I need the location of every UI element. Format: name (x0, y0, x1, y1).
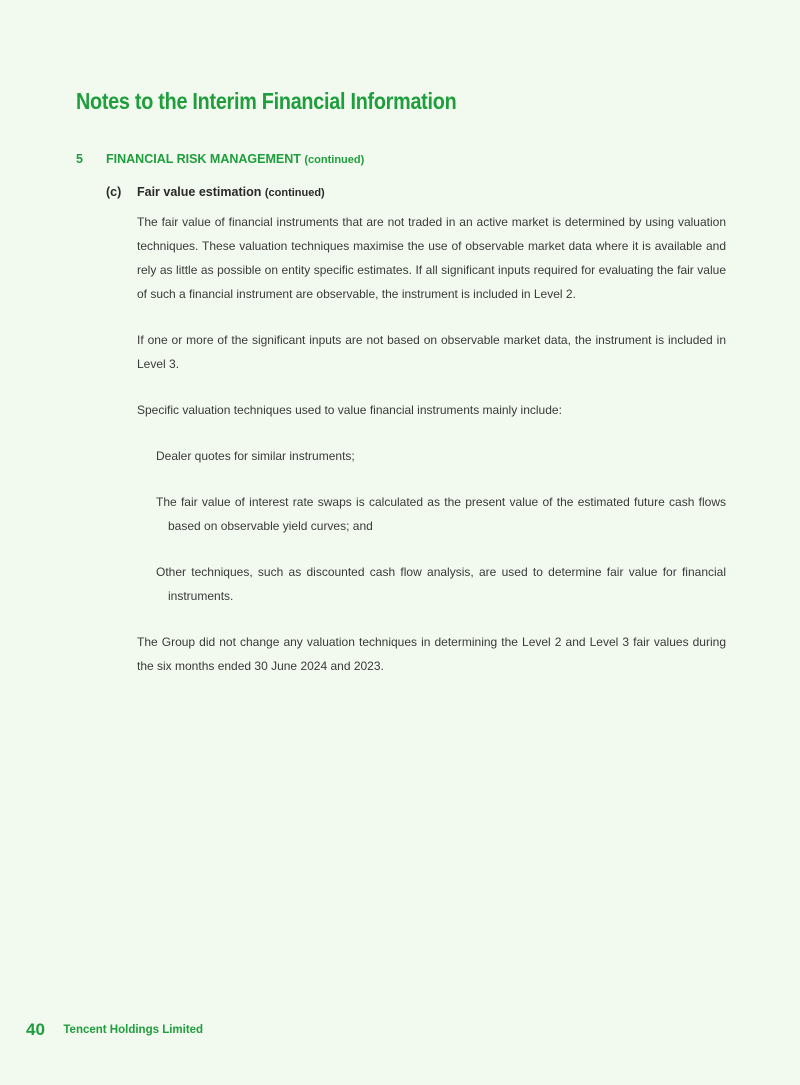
list-item: Dealer quotes for similar instruments; (156, 449, 355, 463)
list-item: Other techniques, such as discounted cash flow analysis, are used to determine fair value for financial instruments. (156, 565, 726, 603)
subsection-continued: (continued) (264, 187, 325, 199)
page-number: 40 (26, 1020, 45, 1039)
list-item: The fair value of interest rate swaps is calculated as the present value of the estimated future cash flows based on observable yield curves; and (156, 495, 726, 533)
techniques-list (137, 444, 726, 608)
subsection-title: Fair value estimation (137, 185, 262, 199)
body-text (137, 210, 726, 700)
paragraph-techniques-intro: Specific valuation techniques used to value financial instruments mainly include: (137, 403, 562, 417)
section-continued: (continued) (304, 154, 365, 166)
paragraph-level-3: If one or more of the significant inputs are not based on observable market data, the instrument is included in Level 3. (137, 333, 726, 371)
section-number: 5 (76, 152, 83, 166)
section-title: FINANCIAL RISK MANAGEMENT (106, 152, 301, 166)
section-heading (76, 152, 364, 166)
footer (26, 1020, 203, 1040)
paragraph-closing: The Group did not change any valuation techniques in determining the Level 2 and Level 3 fair values during the six months ended 30 June 2024 and 2023. (137, 635, 726, 673)
subsection-letter: (c) (106, 185, 122, 199)
page-title: Notes to the Interim Financial Information (76, 88, 457, 114)
subsection-heading (106, 185, 325, 199)
company-name: Tencent Holdings Limited (63, 1024, 204, 1036)
paragraph-level-2: The fair value of financial instruments that are not traded in an active market is determined by using valuation techniques. These valuation techniques maximise the use of observable market data where it is available and rely as little as possible on entity specific estimates. If all significant inputs required for evaluating the fair value of such a financial instrument are observable, the instrument is included in Level 2. (137, 215, 726, 301)
